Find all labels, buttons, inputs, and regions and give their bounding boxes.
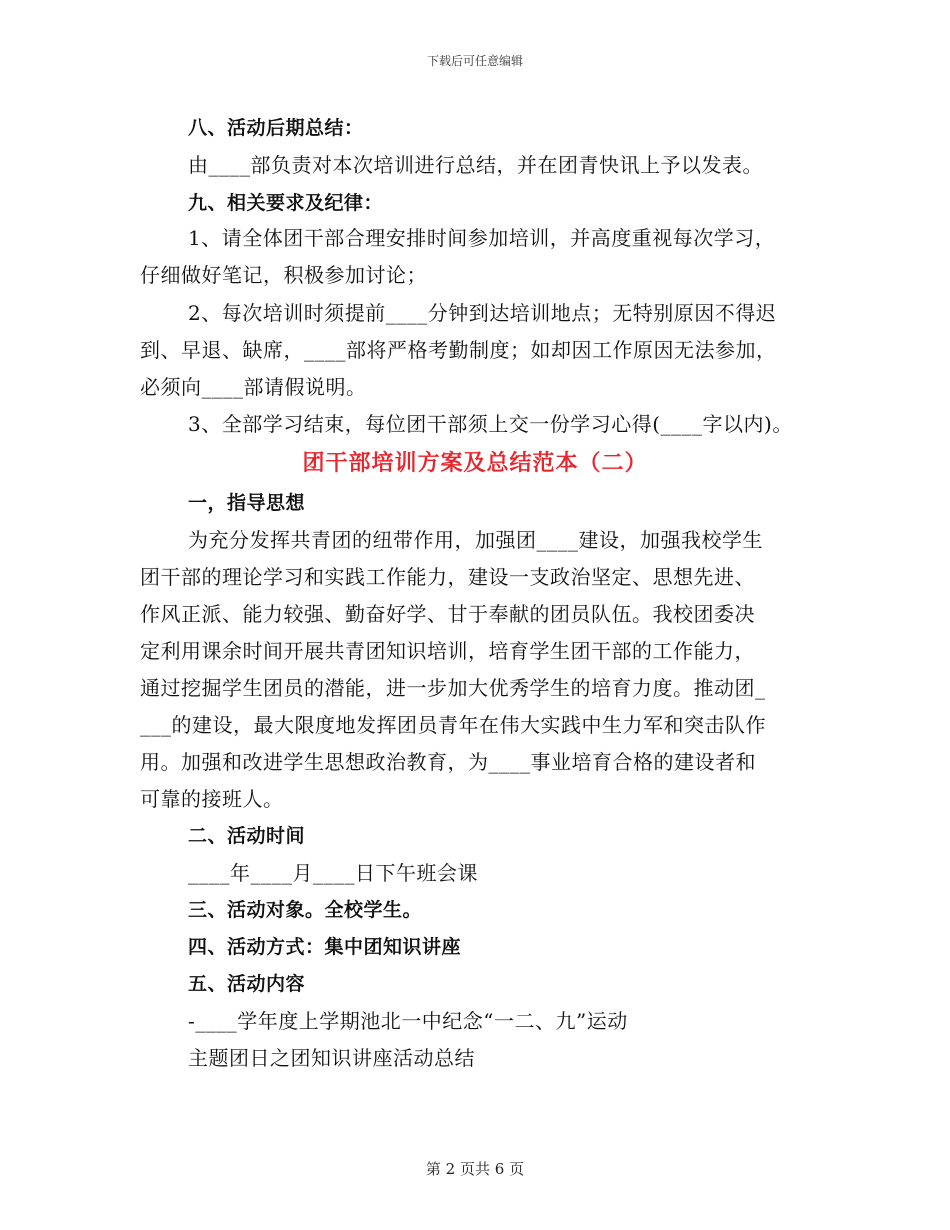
activity-content-line-2: 主题团日之团知识讲座活动总结 <box>188 1046 475 1070</box>
activity-content-line-1: -____学年度上学期池北一中纪念“一二、九”运动 <box>188 1009 628 1033</box>
guiding-paragraph-line-2: 团干部的理论学习和实践工作能力，建设一支政治坚定、思想先进、 <box>140 565 755 589</box>
section-heading-guiding-thought: 一，指导思想 <box>188 492 306 514</box>
section-heading-requirements: 九、相关要求及纪律： <box>188 192 384 214</box>
requirement-1-line-1: 1、请全体团干部合理安排时间参加培训，并高度重视每次学习， <box>188 226 776 250</box>
page-header: 下载后可任意编辑 <box>426 54 523 68</box>
requirement-2-line-3: 必须向____部请假说明。 <box>140 375 367 399</box>
page-footer: 第 2 页共 6 页 <box>425 1160 525 1178</box>
requirement-1-line-2: 仔细做好笔记，积极参加讨论； <box>140 263 427 287</box>
guiding-paragraph-line-4: 定利用课余时间开展共青团知识培训，培育学生团干部的工作能力， <box>140 639 755 663</box>
guiding-paragraph-line-1: 为充分发挥共青团的纽带作用，加强团____建设，加强我校学生 <box>188 528 763 552</box>
guiding-paragraph-line-5: 通过挖掘学生团员的潜能，进一步加大优秀学生的培育力度。推动团_ <box>140 676 766 700</box>
section-heading-activity-method: 四、活动方式：集中团知识讲座 <box>188 936 462 958</box>
guiding-paragraph-line-8: 可靠的接班人。 <box>140 787 284 811</box>
guiding-paragraph-line-6: ___的建设，最大限度地发挥团员青年在伟大实践中生力军和突击队作 <box>140 713 766 737</box>
document-title: 团干部培训方案及总结范本（二） <box>302 451 648 476</box>
section-heading-activity-target: 三、活动对象。全校学生。 <box>188 899 423 921</box>
guiding-paragraph-line-7: 用。加强和改进学生思想政治教育，为____事业培育合格的建设者和 <box>140 750 756 774</box>
summary-paragraph: 由____部负责对本次培训进行总结，并在团青快讯上予以发表。 <box>188 153 763 177</box>
requirement-2-line-2: 到、早退、缺席，____部将严格考勤制度；如却因工作原因无法参加， <box>140 338 777 362</box>
section-heading-summary: 八、活动后期总结： <box>188 117 364 139</box>
guiding-paragraph-line-3: 作风正派、能力较强、勤奋好学、甘于奉献的团员队伍。我校团委决 <box>140 602 755 626</box>
requirement-2-line-1: 2、每次培训时须提前____分钟到达培训地点；无特别原因不得迟 <box>188 301 777 325</box>
requirement-3-line-1: 3、全部学习结束，每位团干部须上交一份学习心得(____字以内)。 <box>188 412 793 436</box>
section-heading-activity-time: 二、活动时间 <box>188 825 306 847</box>
activity-time-value: ____年____月____日下午班会课 <box>188 861 478 885</box>
section-heading-activity-content: 五、活动内容 <box>188 973 306 995</box>
